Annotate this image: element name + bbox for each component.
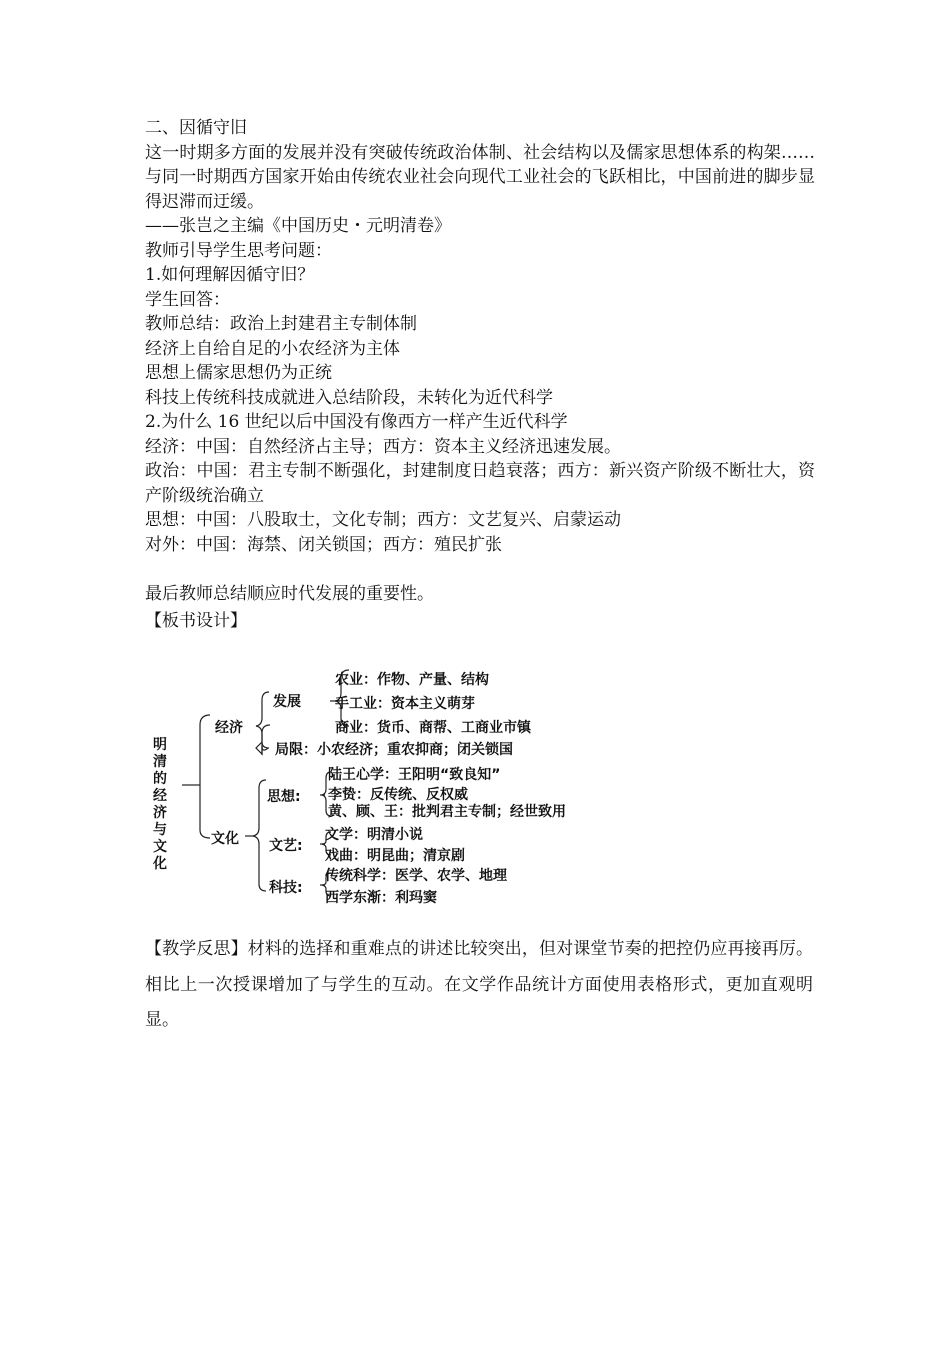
node-science: 科技: (269, 880, 303, 896)
node-commerce: 商业：货币、商帮、工商业市镇 (335, 720, 531, 736)
node-lu-wang: 陆王心学：王阳明“致良知” (328, 767, 501, 783)
closing-summary: 最后教师总结顺应时代发展的重要性。 (145, 584, 434, 604)
board-design-diagram (145, 660, 665, 920)
reflection-text: 材料的选择和重难点的讲述比较突出，但对课堂节奏的把控仍应再接再厉。相比上一次授课增加了与学生的互动。在文学作品统计方面使用表格形式，更加直观明显。 (145, 939, 814, 1030)
summary-economy: 经济上自给自足的小农经济为主体 (145, 338, 400, 359)
node-literature: 文学：明清小说 (325, 827, 423, 843)
node-economy: 经济 (215, 720, 243, 736)
answer-foreign: 对外：中国：海禁、闭关锁国；西方：殖民扩张 (145, 534, 502, 555)
node-trad-science: 传统科学：医学、农学、地理 (325, 868, 507, 884)
node-culture: 文化 (211, 831, 239, 847)
teaching-reflection (145, 932, 813, 1039)
board-design-label: 【板书设计】 (145, 610, 247, 631)
teacher-guide: 教师引导学生思考问题： (145, 240, 332, 261)
summary-politics: 教师总结：政治上封建君主专制体制 (145, 314, 417, 334)
node-development: 发展 (273, 694, 301, 710)
summary-thought: 思想上儒家思想仍为正统 (145, 363, 332, 383)
reflection-label: 【教学反思】 (145, 939, 248, 959)
quote-paragraph: 这一时期多方面的发展并没有突破传统政治体制、社会结构以及儒家思想体系的构架……与同一时期西方国家开始由传统农业社会向现代工业社会的飞跃相比，中国前进的脚步显得迟滞而迂缓。 (145, 142, 815, 212)
node-west-learning: 西学东渐：利玛窦 (325, 890, 437, 906)
document-body (145, 116, 815, 633)
answer-economy: 经济：中国：自然经济占主导；西方：资本主义经济迅速发展。 (145, 436, 621, 457)
node-agriculture: 农业：作物、产量、结构 (335, 672, 489, 688)
question-2: 2.为什么 16 世纪以后中国没有像西方一样产生近代科学 (145, 412, 568, 432)
student-answer: 学生回答： (145, 289, 230, 310)
node-limit: 局限：小农经济；重农抑商；闭关锁国 (275, 742, 513, 758)
node-li-zhi: 李贽：反传统、反权威 (328, 787, 468, 803)
question-1: 1.如何理解因循守旧？ (145, 265, 315, 285)
quote-source: ——张岂之主编《中国历史・元明清卷》 (145, 216, 451, 236)
node-huang-gu-wang: 黄、顾、王：批判君主专制；经世致用 (328, 804, 566, 820)
summary-science: 科技上传统科技成就进入总结阶段，未转化为近代科学 (145, 387, 553, 408)
node-thought: 思想: (267, 789, 301, 805)
node-opera: 戏曲：明昆曲；清京剧 (325, 848, 465, 864)
node-handicraft: 手工业：资本主义萌芽 (335, 696, 475, 712)
node-arts: 文艺: (269, 838, 303, 854)
answer-thought: 思想：中国：八股取士，文化专制；西方：文艺复兴、启蒙运动 (145, 510, 621, 530)
board-title: 明清的经济与文化 (153, 737, 167, 872)
section-heading: 二、因循守旧 (145, 118, 247, 138)
answer-politics: 政治：中国：君主专制不断强化，封建制度日趋衰落；西方：新兴资产阶级不断壮大，资产阶级统治确立 (145, 461, 815, 506)
